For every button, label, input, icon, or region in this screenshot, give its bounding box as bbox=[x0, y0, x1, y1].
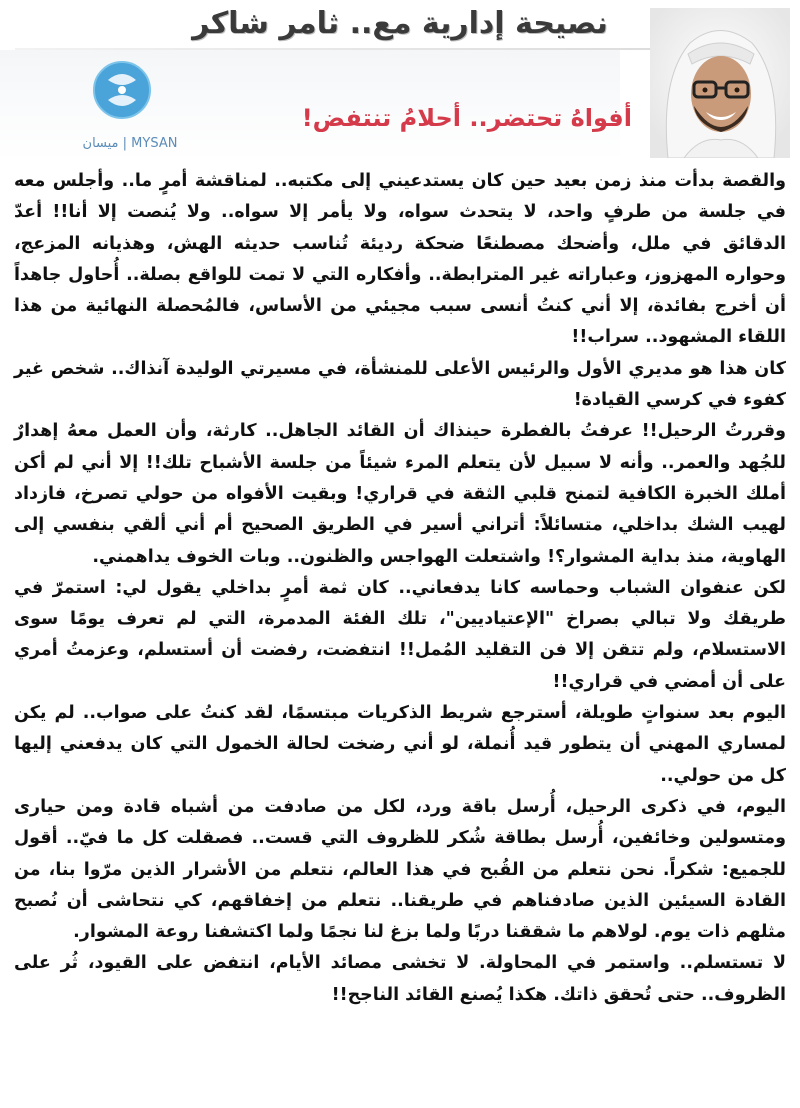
article-title: أفواهُ تحتضر.. أحلامُ تنتفض! bbox=[301, 104, 632, 132]
column-title: نصيحة إدارية مع.. ثامر شاكر bbox=[192, 6, 608, 41]
paragraph: اليوم، في ذكرى الرحيل، أُرسل باقة ورد، لكل من صادفت من أشباه قادة ومن حيارى ومتسولين وخائفين، أُرسل بطاقة شُكر للظروف التي قست.. فصقلت كل ما فيّ.. أقول للجميع: شكراً. نحن نتعلم من القُبح في هذا العالم، نتعلم من الأشرار الذين مرّوا بنا، من القادة السيئين الذين صادفناهم في طريقنا.. نتعلم من إخفاقهم، كي نتحاشى أن نُصبح مثلهم ذات يوم. لولاهم ما شققنا دربًا ولما بزغ لنا نجمًا ولما اكتشفنا روعة المشوار. bbox=[14, 796, 786, 943]
mysan-logo bbox=[60, 60, 200, 170]
author-photo bbox=[650, 8, 790, 158]
logo-text: ميسان | MYSAN bbox=[82, 136, 178, 151]
paragraph: والقصة بدأت منذ زمن بعيد حين كان يستدعيني إلى مكتبه.. لمناقشة أمرٍ ما.. وأجلس معه في جلسة من طرفٍ واحد، لا يتحدث سواه، ولا يأمر إلا سواه.. ولا يُنصت إلا أنا!! أعدّ الدقائق في ملل، وأضحك مصطنعًا ضحكة رديئة تُناسب حديثه الهش، وهذيانه المزعج، وحواره المهزوز، وعباراته غير المترابطة.. وأفكاره التي لا تمت للواقع بصلة.. أُحاول جاهداً أن أخرج بفائدة، إلا أني كنتُ أنسى سبب مجيئي من الأساس، فالمُحصلة النهائية من هذا اللقاء المشهود.. سراب!! bbox=[14, 171, 786, 348]
page-header bbox=[0, 0, 800, 160]
paragraph: اليوم بعد سنواتٍ طويلة، أسترجع شريط الذكريات مبتسمًا، لقد كنتُ على صواب.. لم يكن لمساري المهني أن يتطور قيد أُنملة، لو أني رضخت لحالة الخمول التي كان يدفعني إليها كل من حولي.. bbox=[14, 703, 786, 786]
mysan-logo-icon bbox=[60, 60, 200, 140]
paragraph: لكن عنفوان الشباب وحماسه كانا يدفعاني.. كان ثمة أمرٍ بداخلي يقول لي: استمرّ في طريقك ولا تبالي بصراخ "الإعتياديين"، تلك الفئة المدمرة، التي لم تعرف يومًا سوى الاستسلام، ولم تتقن إلا فن التقليد المُمل!! انتفضت، رفضت أن أستسلم، وعزمتُ أمري على أن أمضي في قراري!! bbox=[14, 577, 786, 692]
article-body bbox=[14, 166, 786, 1011]
paragraph: كان هذا هو مديري الأول والرئيس الأعلى للمنشأة، في مسيرتي الوليدة آنذاك.. شخص غير كفوء في كرسي القيادة! bbox=[14, 358, 786, 411]
author-portrait-icon bbox=[650, 8, 790, 158]
paragraph: لا تستسلم.. واستمر في المحاولة. لا تخشى مصائد الأيام، انتفض على القيود، ثُر على الظروف.. حتى تُحقق ذاتك. هكذا يُصنع القائد الناجح!! bbox=[14, 953, 786, 1005]
paragraph: وقررتُ الرحيل!! عرفتُ بالفطرة حينذاك أن القائد الجاهل.. كارثة، وأن العمل معهُ إهدارٌ للجُهد والعمر.. وأنه لا سبيل لأن يتعلم المرء شيئاً من جلسة الأشباح تلك!! إلا أني لم أكن أملك الخبرة الكافية لتمنح قلبي الثقة في قراري! وبقيت الأفواه من حولي تصرخ، فازداد لهيب الشك بداخلي، متسائلاً: أتراني أسير في الطريق الصحيح أم أني ألقي بنفسي إلى الهاوية، منذ بداية المشوار؟! واشتعلت الهواجس والظنون.. وبات الخوف يداهمني. bbox=[14, 421, 786, 567]
